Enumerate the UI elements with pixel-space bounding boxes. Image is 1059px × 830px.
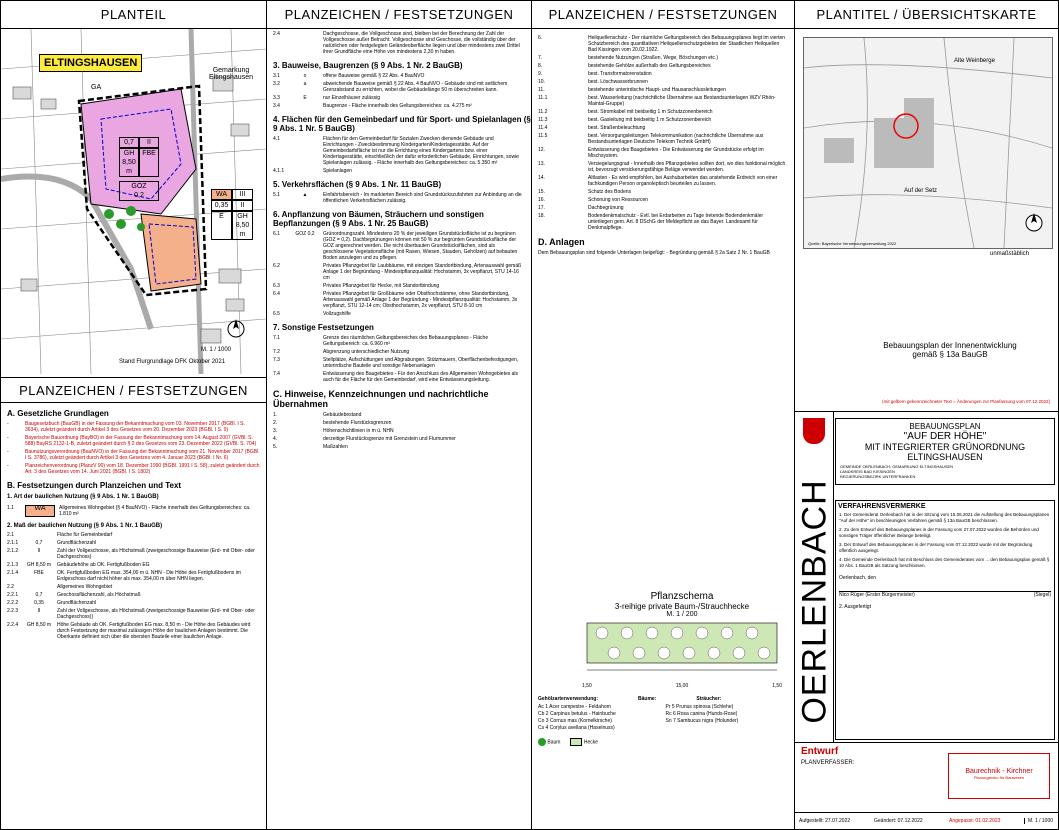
intro-row: 2.4 Dachgeschosse, die Vollgeschosse sind, bleiben bei der Berechnung der Zahl der Vollgeschosse außer Betracht. Vollgeschosse sind Geschosse, die vollständig über der natürlichen oder festgelegten Geländeoberfläche liegen und über mindestens zwei Drittel ihrer Grundfläche eine Höhe von mindestens 2,30 m haben. <box>273 31 520 55</box>
box-meta-line: LANDKREIS BAD KISSINGEN <box>840 469 895 474</box>
law-item: - Bayerische Bauordnung (BayBO) in der Fassung der Bekanntmachung vom 14. August 2007 (GVBl. S. 588) BayRS 2132-1-B, zuletzt geändert durch § 2 des Gesetzes vom 23. Dezember 2022 (GVBl. S. 704) <box>7 435 257 447</box>
verfahrensvermerke <box>835 500 1055 740</box>
verf-item: 2. Zu dem Entwurf des Bebauungsplanes in der Fassung vom 27.07.2022 wurden die Behörden und sonstigen Träger öffentlicher Belange beteiligt. <box>839 527 1039 538</box>
geschosse-value: II <box>139 137 159 148</box>
legend-row: 2.2.3 II Zahl der Vollgeschosse, als Höchstmaß (zweigeschossige Bauweise (Erd- mit Ober- oder Dachgeschoss)) <box>7 608 255 620</box>
box-title-3: MIT INTEGRIERTER GRÜNORDNUNG <box>864 442 1026 452</box>
legend-row: 4.1.1 Spielanlagen <box>273 168 352 174</box>
wa-grz: 0,35 <box>211 200 232 211</box>
gemarkung-label: Gemarkung Eltingshausen <box>209 67 253 81</box>
legend-rows-3 <box>267 73 531 109</box>
col1-lower <box>1 377 266 829</box>
legend-row: 6.5 Vollzugshilfe <box>273 311 351 317</box>
map-scale: unmaßstäblich <box>990 251 1030 257</box>
plan-title-2: gemäß § 13a BauGB <box>912 350 988 359</box>
schema-subtitle: 3-reihige private Baum-/Strauchhecke <box>614 602 750 611</box>
schema-title: Pflanzschema <box>650 591 714 602</box>
schema-svg <box>582 618 782 678</box>
municipality-name: OERLENBACH <box>795 479 834 724</box>
law-item: - Planzeichenverordnung (PlanzV 90) vom 18. Dezember 1990 (BGBl. 1991 I S. 58), zuletzt geändert durch Art. 3 des Gesetzes vom 14. Juni 2021 (BGBl. I S. 1802) <box>7 463 260 475</box>
anlagen-text: Dem Bebauungsplan sind folgende Unterlagen beigefügt: - Begründung gemäß § 2a Satz 2 Nr. 1 BauGB <box>538 250 770 256</box>
change-note: (mit gelbem gekennzeichneter Text = Änderungen zur Planfassung vom 07.12.2022) <box>882 399 1050 404</box>
legend-row: 2.1.4 FBE OK. Fertigfußboden EG max. 354,00 m ü. NHN - Die Höhe des Fertigfußbodens im Erdgeschoss darf nicht höher als max. 354,00 m über NHN liegen. <box>7 570 241 582</box>
municipality-vertical <box>795 412 834 742</box>
legend-row: 1. Gebäudebestand <box>273 412 362 418</box>
hinweis-row: 11.3 best. Gasleitung mit beidseitig 1 m Schutzzonenbereich <box>538 117 712 123</box>
sub1-title: 1. Art der baulichen Nutzung (§ 9 Abs. 1 Nr. 1 BauGB) <box>7 494 159 500</box>
plan-scale: M. 1 / 1000 <box>201 347 232 353</box>
section-7-title: 7. Sonstige Festsetzungen <box>273 323 374 332</box>
legend-rows-c <box>267 412 531 450</box>
plant-item: Rc 6 Rosa canina (Hunds-Rose) <box>665 711 738 717</box>
legend-row: 2.2 Allgemeines Wohngebiet <box>7 584 113 590</box>
hinweis-row: 14. Altlasten - Es wird empfohlen, bei Aushubarbeiten das anstehende Erdreich von einer fachkundigen Person organoleptisch beurteilen zu lassen. <box>538 175 778 187</box>
plant-item: Cb 2 Carpinus betulus - Hainbuche <box>538 711 616 717</box>
verf-item: 4. Die Gemeinde Oerlenbach hat mit Beschluss des Gemeinderates vom ... den Bebauungsplan gemäß § 10 Abs. 1 BauGB als Satzung beschlossen. <box>839 557 1050 568</box>
map-label-alte-weinberge: Alte Weinberge <box>954 58 995 64</box>
section-a-title: A. Gesetzliche Grundlagen <box>7 409 109 418</box>
legend-row: 7.3 Stellplätze, Aufschüttungen und Abgrabungen, Stützmauern, Oberflächenbefestigungen, unterirdische Bauteile und sonstige Nebenanlagen <box>273 357 519 369</box>
ga-label: GA <box>91 84 102 91</box>
plan-drawing <box>1 29 266 374</box>
legend-row: 4.1 Flächen für den Gemeinbedarf für Sozialen Zwecken dienende Gebäude und Einrichtungen - Zweckbestimmung Kindergarten/Kindertagesstätte. Auf der Gemeinbedarfsfläche ist nur die Errichtung eines Kindergartens bzw. einer Kindertagesstätte, einschließlich der dafür erforderlichen Gebäude, Einrichtungen, sowie Spielanlagen zulässig. - Fläche innerhalb des Geltungsbereiches: ca. 5.350 m² <box>273 136 519 166</box>
legend-row: 7.4 Entwässerung des Baugebietes - Für den Anschluss des Allgemeinen Wohngebietes als auch für die Fläche für den Gemeinbedarf, wird eine Entwässerungsleitung. <box>273 371 519 383</box>
pflanzschema <box>582 591 782 689</box>
section-5-title: 5. Verkehrsflächen (§ 9 Abs. 1 Nr. 11 BauGB) <box>273 180 442 189</box>
hinweis-row: 9. best. Transformatorenstation <box>538 71 652 77</box>
goz-label: GOZ 0,2 <box>119 181 159 201</box>
box-title-1: BEBAUUNGSPLAN <box>909 422 981 431</box>
legend-row: 2.1 Fläche für Gemeinbedarf <box>7 532 113 538</box>
legend-row-5-1: 5.1 ▲ Einfahrtsbereich - Im markierten Bereich sind Grundstückszufahrten zur Anbindung an die öffentlichen Verkehrsflächen zulässig. <box>273 192 522 204</box>
legend-rows-6 <box>267 231 531 317</box>
box-meta-line: GEMEINDE OERLENBACH, GEMARKUNG ELTINGSHAUSEN <box>840 464 954 469</box>
footer-row: Aufgestellt: 27.07.2022 Geändert: 07.12.2022 Angepasst: 01.02.2023 M. 1 / 1000 <box>795 812 1058 829</box>
legend-row: 2. bestehende Flurstücksgrenzen <box>273 420 392 426</box>
plant-item: Pr 5 Prunus spinosa (Schlehe) <box>665 704 734 710</box>
plant-item: Ac 1 Acer campestre - Feldahorn <box>538 704 612 710</box>
hinweis-row: 16. Schonung von Ressourcen <box>538 197 649 203</box>
legend-baum: Baum <box>538 738 560 746</box>
col-plantitel <box>795 1 1058 829</box>
plant-list: Gehölzartenverwendung: Bäume: Sträucher: Ac 1 Acer campestre - Feldahorn Cb 2 Carpinus betulus - Hainbuche Co 3 Cornus mas (Kornelkirsche) Cs 4 Corylus avellana (Haselnuss) Pr 5 Prunus spinosa (Schlehe) Rc 6 Rosa canina (Hunds-Rose) Sn 7 Sambucus nigra (Holunder) Baum Hecke <box>538 696 788 746</box>
title-text <box>835 418 1055 485</box>
legend-row: 6.1 GOZ 0,2 Grünordnungszahl. Mindestens 20 % der jeweiligen Grundstücksfläche ist zu begrünen (GOZ = 0,2). Dachbegrünungen können mit 50 % zur begrünten Grundstücksfläche der GOZ angerechnet werden. Die nicht überbauten Grundstücksflächen, sind als geschlossene Vegetationsfläche (mit Rasen, Wiesen, Stauden, Gehölzen) auf bebauten Boden anzulegen und zu pflegen. <box>273 231 518 261</box>
section-b-title: B. Festsetzungen durch Planzeichen und Text <box>7 481 182 490</box>
plant-item: Sn 7 Sambucus nigra (Holunder) <box>665 718 739 724</box>
title-box <box>795 411 1058 829</box>
entwurf-block <box>795 742 1058 813</box>
gfz-value: 0,7 <box>119 137 139 148</box>
legend-row: 2.1.3 GH 8,50 m Gebäudehöhe ab OK. Fertigfußboden EG <box>7 562 150 568</box>
hinweis-row: 8. bestehende Gehölze außerhalb des Geltungsbereiches <box>538 63 711 69</box>
law-item: - Baugesetzbuch (BauGB) in der Fassung der Bekanntmachung vom 03. November 2017 (BGBl. I S. 3634), zuletzt geändert durch Artikel 3 des Gesetzes vom 20. Dezember 2023 (BGBl. I S. 9) <box>7 421 245 433</box>
nutzungsschablone-gemeinbedarf <box>119 137 159 201</box>
hinweis-row: 11.5 best. Versorgungsleitungen Telekommunikation (nachrichtliche Übernahme aus Bestandsunterlagen Deutsche Telekom Technik GmbH) <box>538 133 764 145</box>
legend-rows-4 <box>267 136 531 174</box>
section-4-title: 4. Flächen für den Gemeinbedarf und für Sport- und Spielanlagen (§ 9 Abs. 1 Nr. 5 BauGB) <box>273 115 531 133</box>
verf-title: VERFAHRENSVERMERKE <box>838 503 926 510</box>
legend-row: 3.1 o offene Bauweise gemäß § 22 Abs. 4 BauNVO <box>273 73 425 79</box>
signature-block: Oerlenbach, den Nico Rüger (Erster Bürgermeister) (Siegel) 2. Ausgefertigt <box>839 575 1051 610</box>
legend-hecke: Hecke <box>570 738 598 746</box>
wa-ii: II <box>232 200 253 211</box>
legend-row: 3. Höhenschichtlinien in m ü. NHN <box>273 428 394 434</box>
schema-scale: M. 1 / 200 <box>666 611 698 618</box>
header-festsetzungen-3: PLANZEICHEN / FESTSETZUNGEN <box>532 1 794 29</box>
legend-row: 5. Maßzahlen <box>273 444 348 450</box>
coat-of-arms-icon <box>803 418 825 444</box>
legend-row: 6.4 Privates Pflanzgebot für Großbäume oder Obsthochstämme, ohne Standortbindung, Artenauswahl gemäß Anlage 1 der Begründung - Mindestpflanzqualität: Hochstamm, 3x verpflanzt, STU 12-14 cm; Obsthochstamm, 2x verpflanzt, STU 8-10 cm <box>273 291 518 309</box>
hinweis-row: 11.2 best. Stromkabel mit beidseitig 1 m Schutzzonenbereich <box>538 109 713 115</box>
plant-item: Cs 4 Corylus avellana (Haselnuss) <box>538 725 615 731</box>
gh-label: GH 8,50 m <box>119 148 139 177</box>
header-plantitel: PLANTITEL / ÜBERSICHTSKARTE <box>795 1 1058 29</box>
plan-title-block <box>855 341 1045 359</box>
fbe-label: FBE <box>139 148 159 177</box>
box-title-2: "AUF DER HÖHE" <box>903 431 987 442</box>
dim-3: 15,00 <box>675 683 689 689</box>
entwurf-label: Entwurf <box>801 746 839 757</box>
verf-item: 1. Der Gemeinderat Oerlenbach hat in der Sitzung vom 15.06.2021 die Aufstellung des Bebauungsplanes "Auf der Höhe" im beschleunigten Verfahren gemäß § 13a BauGB beschlossen. <box>839 512 1050 523</box>
hinweis-row: 6. Heilquellenschutz - Der räumliche Geltungsbereich des Bebauungsplanes liegt im vierten Schutzbereich des quantitativen Heilquellenschutzgebietes der Staatlichen Heilquellen Bad Kissingen vom 20.02.1922. <box>538 35 786 53</box>
place-label: ELTINGSHAUSEN <box>39 54 142 72</box>
wa-label: WA <box>211 189 232 200</box>
hinweis-row: 17. Dachbegrünung <box>538 205 624 211</box>
wa-iii: III <box>232 189 253 200</box>
legend-row: 7.2 Abgrenzung unterschiedlicher Nutzung <box>273 349 410 355</box>
legend-row: 2.2.4 GH 8,50 m Höhe Gebäude ab OK. Fertigfußboden EG max. 8,50 m - Die Höhe des Gebäudes wird durch Festsetzung der maximal zulässigen Höhe der baulichen Anlagen bestimmt. Die Oberkante definiert sich über die obersten Bauteile einer baulichen Anlage. <box>7 622 251 640</box>
dim-1: 1,50 <box>582 683 592 689</box>
legend-row: 4. derzeitige Flurstücksgrenze mit Grenzstein und Flurnummer <box>273 436 456 442</box>
laws-list <box>1 421 266 475</box>
legend-row: 2.1.1 0,7 Grundflächenzahl <box>7 540 97 546</box>
legend-row: 2.1.2 II Zahl der Vollgeschosse, als Höchstmaß (zweigeschossige Bauweise (Erd- mit Ober- oder Dachgeschoss) <box>7 548 255 560</box>
dim-2: 1,50 <box>772 683 782 689</box>
legend-row: 2.2.1 0,7 Geschossflächenzahl, als Höchstmaß <box>7 592 141 598</box>
hinweis-row: 10. best. Löschwasserbrunnen <box>538 79 648 85</box>
wa-gh: GH 8,50 m <box>232 211 253 240</box>
firm-logo: Baurechnik - Kirchner Planungsbüro für Bauwesen <box>948 753 1050 799</box>
col-planteil <box>1 1 267 829</box>
legend-row: 3.3 E nur Einzelhäuser zulässig <box>273 95 380 101</box>
section-d-title: D. Anlagen <box>538 237 585 247</box>
legend-row-wa: 1.1 WA Allgemeines Wohngebiet (§ 4 BauNVO) - Fläche innerhalb des Geltungsbereiches: ca. 1.810 m² <box>7 505 251 517</box>
tree-marker <box>104 209 114 219</box>
hinweis-row: 12. Entwässerung des Baugebietes - Die Entwässerung der Grundstücke erfolgt im Mischsystem. <box>538 147 764 159</box>
col-festsetzungen-2 <box>267 1 532 829</box>
box-meta-line: REGIERUNGSBEZIRK UNTERFRANKEN <box>840 474 916 479</box>
overview-map <box>803 37 1053 249</box>
wa-symbol: WA <box>25 505 55 517</box>
hinweis-row: 13. Versiegelungsgrad - Innerhalb des Pflanzgebietes sollten dort, wo dies funktional möglich ist, bevorzugt versickerungsfähige Beläge verwendet werden. <box>538 161 786 173</box>
header-festsetzungen-2: PLANZEICHEN / FESTSETZUNGEN <box>267 1 531 29</box>
legend-row: 2.2.2 0,35 Grundflächenzahl <box>7 600 97 606</box>
hinweis-row: 15. Schutz des Bodens <box>538 189 632 195</box>
wa-e: E <box>211 211 232 240</box>
legend-rows-2 <box>1 532 266 640</box>
verf-item: 3. Der Entwurf des Bebauungsplanes in der Fassung vom 07.12.2022 wurde mit der Begründung öffentlich ausgelegt. <box>839 542 1033 553</box>
map-label-auf-der-setz: Auf der Setz <box>904 188 938 194</box>
legend-row: 6.2 Privates Pflanzgebot für Laubbäume, mit einzigen Standortbindung, Artenauswahl gemäß Anlage 1 der Begründung - Mindestpflanzqualität: Hochstamm, 3x verpflanzt, STU 14-16 cm <box>273 263 522 281</box>
nutzungsschablone-wa <box>211 189 253 240</box>
section-c-title: C. Hinweise, Kennzeichnungen und nachrichtliche Übernahmen <box>273 389 489 409</box>
planverfasser-label: PLANVERFASSER: <box>801 760 855 766</box>
box-title-4: ELTINGSHAUSEN <box>907 452 983 462</box>
tree-marker <box>126 206 136 216</box>
section-6-title: 6. Anpflanzung von Bäumen, Sträuchern und sonstigen Bepflanzungen (§ 9 Abs. 1 Nr. 25 BauGB) <box>273 210 484 228</box>
section-3-title: 3. Bauweise, Baugrenzen (§ 9 Abs. 1 Nr. 2 BauGB) <box>273 61 463 70</box>
plan-stand: Stand Flurgrundlage DFK Oktober 2021 <box>119 359 226 365</box>
law-item: - Baunutzungsverordnung (BauNVO) in der Fassung der Bekanntmachung vom 21. November 2017 (BGBl. I S. 3786), zuletzt geändert durch Artikel 3 des Gesetzes vom 4. Januar 2023 (BGBl. I Nr. 6) <box>7 449 260 461</box>
map-credit: Quelle: Bayerische Vermessungsverwaltung 2022 <box>808 241 897 246</box>
tree-marker <box>116 219 126 229</box>
legend-row: 6.3 Privates Pflanzgebot für Hecke, mit Standortbindung <box>273 283 440 289</box>
col-festsetzungen-3 <box>532 1 795 829</box>
hinweise-rows <box>532 35 794 231</box>
hinweis-row: 7. bestehende Nutzungen (Straßen, Wege, Böschungen etc.) <box>538 55 718 61</box>
hinweis-row: 18. Bodendenkmalschutz - Evtl. bei Erdarbeiten zu Tage tretende Bodendenkmäler unterliegen gem. Art. 8 DSchG der Meldepflicht an das Bayer. Landesamt für Denkmalpflege. <box>538 213 764 231</box>
overview-map-svg <box>804 38 1052 248</box>
header-planteil: PLANTEIL <box>1 1 266 29</box>
hinweis-row: 11. bestehende unterirdische Haupt- und Hausanschlussleitungen <box>538 87 726 93</box>
plan-title-1: Bebauungsplan der Innenentwicklung <box>883 341 1017 350</box>
sub2-title: 2. Maß der baulichen Nutzung (§ 9 Abs. 1 Nr. 1 BauGB) <box>7 523 163 529</box>
tree-marker <box>137 223 145 231</box>
legend-row: 3.4 Baugrenze - Fläche innerhalb des Geltungsbereiches: ca. 4.275 m² <box>273 103 472 109</box>
hinweis-row: 11.1 best. Wasserleitung (nachrichtliche Übernahme aus Bestandsunterlagen WZV Rhön-Maintal-Gruppe) <box>538 95 776 107</box>
hinweis-row: 11.4 best. Straßenbeleuchtung <box>538 125 646 131</box>
legend-row: 7.1 Grenze des räumlichen Geltungsbereiches des Bebauungsplanes - Fläche Geltungsbereich: ca. 6.960 m² <box>273 335 489 347</box>
plant-item: Co 3 Cornus mas (Kornelkirsche) <box>538 718 612 724</box>
header-festsetzungen-1: PLANZEICHEN / FESTSETZUNGEN <box>1 378 266 403</box>
legend-row: 3.2 a abweichende Bauweise gemäß § 22 Abs. 4 BauNVO - Gebäude sind mit seitlichem Grenzabstand zu errichten, wobei die Gebäudelänge 50 m überschreiten kann. <box>273 81 508 93</box>
legend-rows-7 <box>267 335 531 383</box>
